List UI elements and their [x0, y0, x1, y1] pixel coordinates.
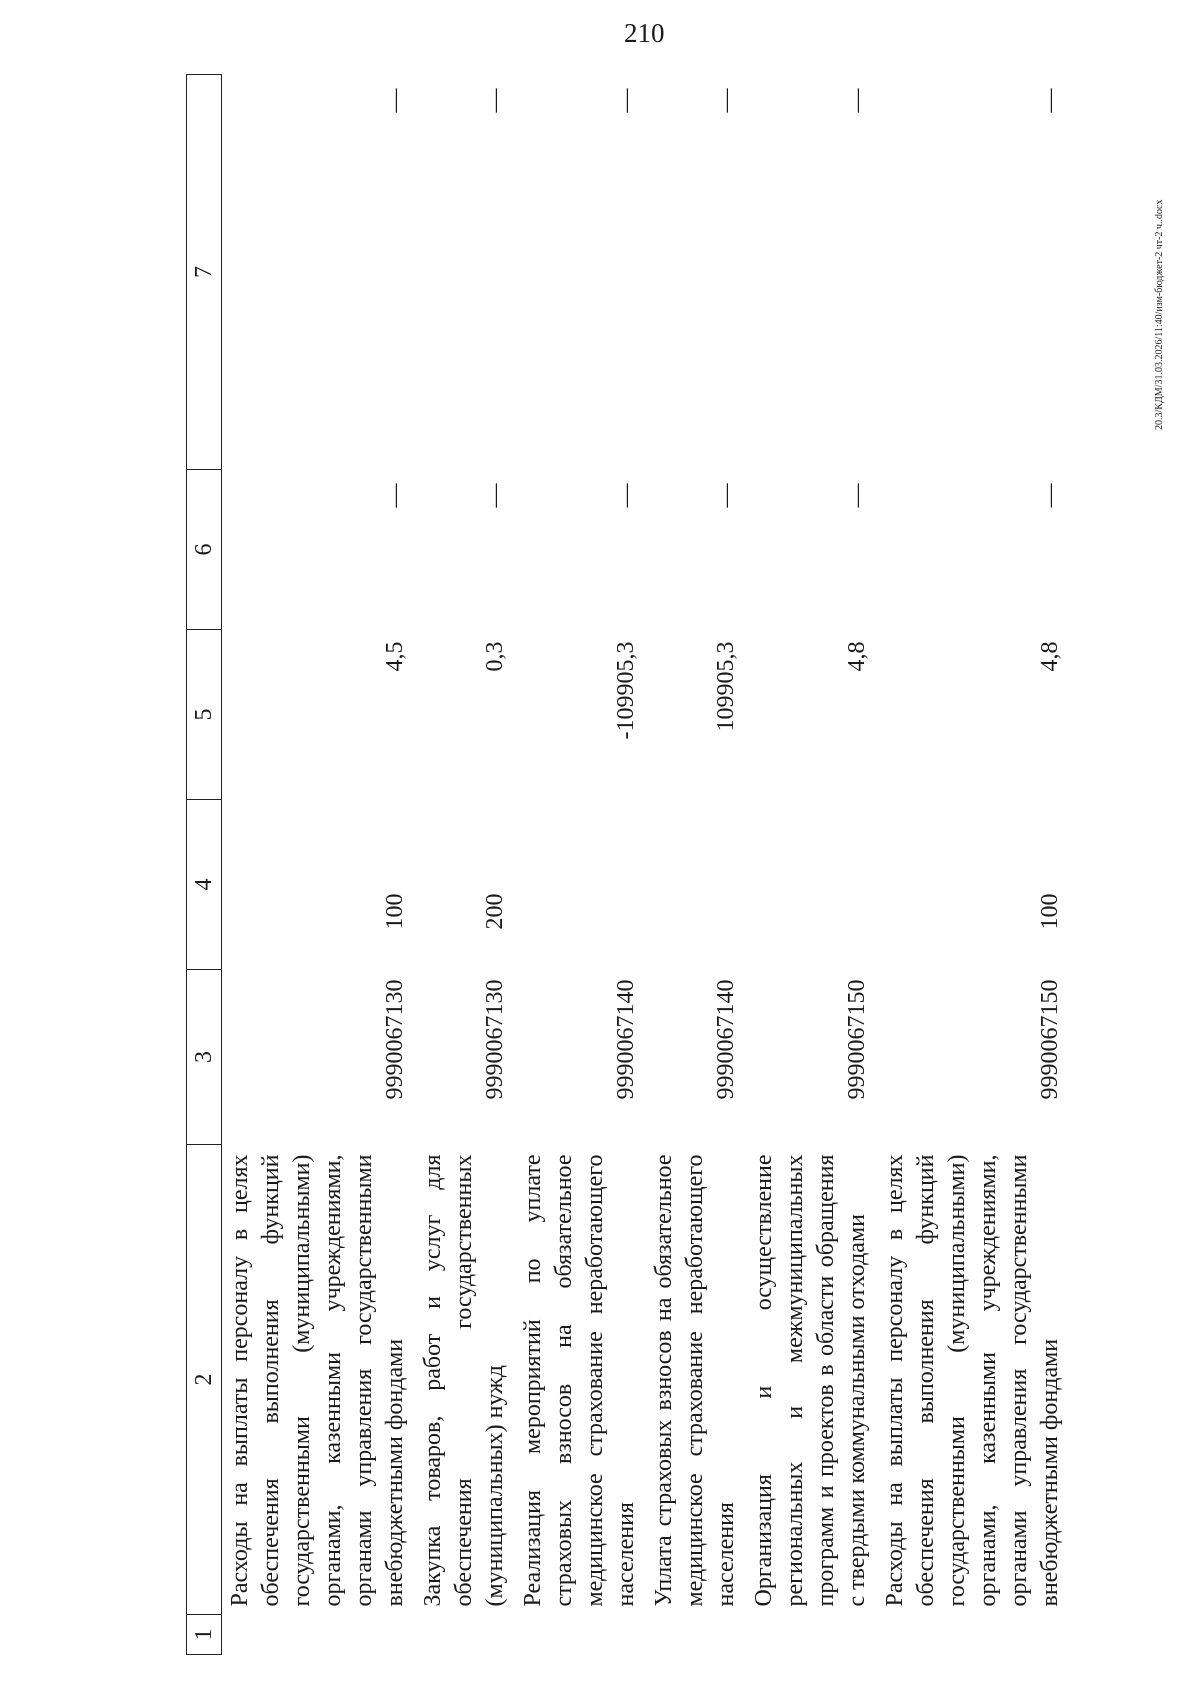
row-col7-dash: —	[482, 88, 508, 113]
row-expense-group	[646, 800, 746, 970]
row-target-code: 9990067150	[844, 979, 870, 1100]
row-col7-dash: —	[713, 88, 739, 113]
header-col-2: 2	[187, 1145, 222, 1615]
row-index-cell	[415, 1615, 515, 1655]
row-target-code: 9990067130	[382, 979, 408, 1100]
document-footer-path: 20.3/КДМ/31.03.2026/11:40/изм-бюджет-2 чт-2 ч..docx	[1154, 199, 1165, 430]
row-amount: 4,5	[382, 641, 408, 672]
row-col6-dash: —	[482, 483, 508, 508]
row-description: Уплата страховых взносов на обязательное медицинское страхование неработающего населения	[651, 1154, 739, 1607]
table-row	[415, 75, 515, 1655]
row-col6-dash: —	[844, 483, 870, 508]
row-target-code: 9990067150	[1037, 979, 1063, 1100]
row-target-code: 9990067140	[713, 979, 739, 1100]
row-amount: 4,8	[1037, 641, 1063, 672]
header-col-1: 1	[187, 1615, 222, 1655]
row-description: Организация и осуществление региональных и межмуниципальных программ и проектов в области обращения с твердыми коммунальными отходами	[751, 1154, 870, 1607]
row-description: Реализация мероприятий по уплате страховых взносов на обязательное медицинское страхование неработающего населения	[520, 1154, 639, 1607]
row-description: Закупка товаров, работ и услуг для обеспечения государственных (муниципальных) нужд	[420, 1154, 508, 1607]
row-col7-dash: —	[1037, 88, 1063, 113]
page-number: 210	[624, 18, 665, 48]
row-index-cell	[746, 1615, 877, 1655]
row-col6-dash: —	[713, 483, 739, 508]
row-amount: 109905,3	[713, 641, 739, 732]
table-row	[222, 75, 416, 1655]
row-expense-group	[746, 800, 877, 970]
row-amount: 0,3	[482, 641, 508, 672]
row-target-code: 9990067140	[613, 979, 639, 1100]
row-expense-group	[515, 800, 646, 970]
row-expense-group: 200	[482, 893, 508, 930]
row-col7-dash: —	[382, 88, 408, 113]
rotated-budget-table	[186, 75, 1063, 1655]
header-col-3: 3	[187, 970, 222, 1145]
row-index-cell	[222, 1615, 416, 1655]
row-col7-dash: —	[844, 88, 870, 113]
row-col6-dash: —	[613, 483, 639, 508]
row-index-cell	[515, 1615, 646, 1655]
row-index-cell	[877, 1615, 1070, 1655]
row-col6-dash: —	[382, 483, 408, 508]
table-row	[646, 75, 746, 1655]
table-row	[746, 75, 877, 1655]
row-description: Расходы на выплаты персоналу в целях обеспечения выполнения функций государственными (муниципальными) органами, казенными учреждениями, органами управления государственными внебюджетными фондами	[882, 1154, 1063, 1607]
row-expense-group: 100	[1037, 893, 1063, 930]
row-index-cell	[646, 1615, 746, 1655]
table-row	[877, 75, 1070, 1655]
row-col7-dash: —	[613, 88, 639, 113]
row-col6-dash: —	[1037, 483, 1063, 508]
header-col-6: 6	[187, 470, 222, 630]
header-col-4: 4	[187, 800, 222, 970]
table-row	[515, 75, 646, 1655]
header-col-7: 7	[187, 75, 222, 470]
row-target-code: 9990067130	[482, 979, 508, 1100]
row-expense-group: 100	[382, 893, 408, 930]
budget-table	[186, 74, 1070, 1655]
header-col-5: 5	[187, 630, 222, 800]
row-amount: 4,8	[844, 641, 870, 672]
table-header-row	[187, 75, 222, 1655]
row-description: Расходы на выплаты персоналу в целях обеспечения выполнения функций государственными (муниципальными) органами, казенными учреждениями, органами управления государственными внебюджетными фондами	[227, 1154, 408, 1607]
row-amount: -109905,3	[613, 641, 639, 740]
